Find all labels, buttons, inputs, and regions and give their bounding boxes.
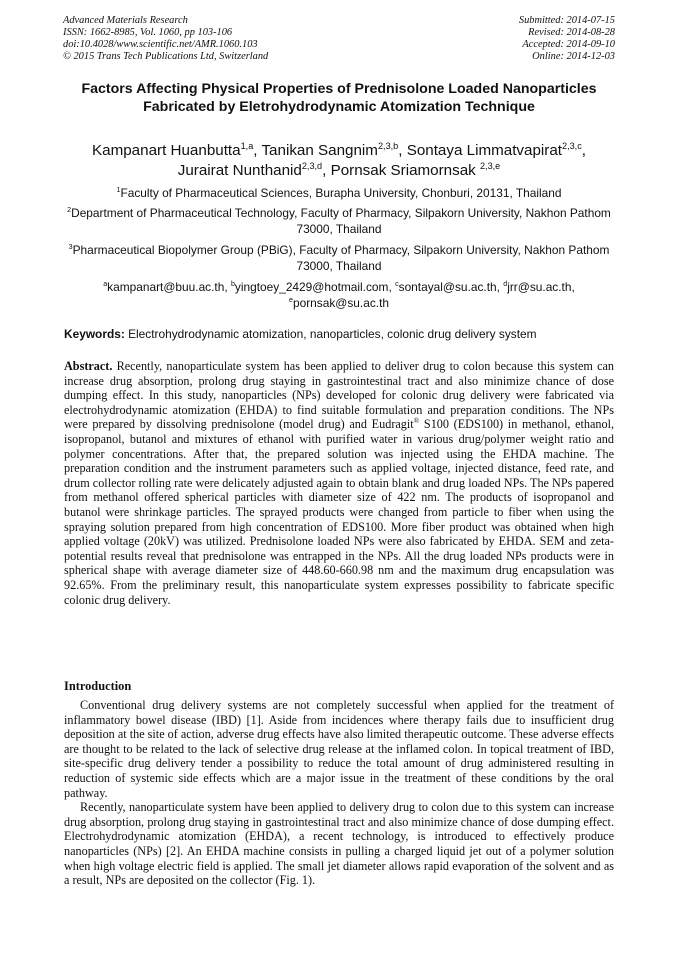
journal-info	[63, 15, 268, 63]
author: Jurairat Nunthanid$^{2,3,d}$,	[177, 160, 331, 179]
keywords	[64, 327, 614, 342]
email: jrr@su.ac.th,	[507, 280, 575, 294]
author-emails: $^a$kampanart@buu.ac.th, $^b$yingtoey_2429@hotmail.com, $^c$sontayal@su.ac.th, $^d$jrr@su.ac.th, $^e$pornsak@su.ac.th	[103, 280, 575, 310]
date-accepted: Accepted: 2014-09-10	[522, 39, 615, 50]
author-affiliation-mark: 2,3,e	[479, 160, 501, 171]
paper-title: Factors Affecting Physical Properties of Prednisolone Loaded Nanoparticles Fabricated by Eletrohydrodynamic Atomization Technique	[81, 81, 597, 115]
section-heading-introduction: Introduction	[64, 679, 132, 693]
publication-dates	[519, 15, 615, 63]
journal-copyright: © 2015 Trans Tech Publications Ltd, Switzerland	[63, 51, 269, 62]
email: pornsak@su.ac.th	[292, 296, 389, 310]
paragraph: Conventional drug delivery systems are not completely successful when applied for the treatment of inflammatory bowel disease (IBD) [1]. Aside from incidences where therapy fails due to insufficient drug deposition at the site of action, adverse drug effects have also limited therapeutic outcome. These adverse effects are thought to be related to the lack of selective drug release at the inflamed colon. In topical treatment of IBD, site-specific drug delivery tender a possibility to reduce the total amount of drug administered resulting in reduction of systemic side effects which are a major issue in the treatment of these conditions by the oral pathway.	[64, 698, 614, 800]
affiliation: $^2$Department of Pharmaceutical Technology, Faculty of Pharmacy, Silpakorn University, Nakhon Pathom 73000, Thailand	[67, 206, 611, 236]
paragraph: Recently, nanoparticulate system have been applied to delivery drug to colon due to this system can increase drug absorption, prolong drug staying in gastrointestinal tract and also minimize chance of dose dumping effect. Electrohydrodynamic atomization (EHDA), a recent technology, is introduced to effectively produce nanoparticles (NPs) [2]. An EHDA machine consists in pulling a charged liquid jet out of a polymer solution when high voltage electric field is applied. The small jet diameter allows rapid evaporation of the solvent and as a result, NPs are deposited on the collector (Fig. 1).	[64, 800, 614, 888]
email: sontayal@su.ac.th,	[398, 280, 504, 294]
date-submitted: Submitted: 2014-07-15	[518, 15, 615, 26]
journal-doi: doi:10.4028/www.scientific.net/AMR.1060.103	[63, 39, 258, 50]
affiliation: $^3$Pharmaceutical Biopolymer Group (PBiG), Faculty of Pharmacy, Silpakorn University, Nakhon Pathom 73000, Thailand	[68, 243, 610, 273]
affiliation: $^1$Faculty of Pharmaceutical Sciences, Burapha University, Chonburi, 20131, Thailand	[116, 186, 562, 200]
email: yingtoey_2429@hotmail.com,	[234, 280, 396, 294]
author-affiliation-mark: 2,3,b	[377, 140, 399, 151]
date-revised: Revised: 2014-08-28	[528, 27, 615, 38]
author	[331, 162, 501, 179]
keywords-label: Keywords:	[64, 327, 125, 341]
author: Tanikan Sangnim$^{2,3,b}$,	[261, 140, 407, 159]
author-name: Sontaya Limmatvapirat	[406, 142, 563, 159]
author-list	[56, 141, 622, 181]
abstract: Abstract. Recently, nanoparticulate system has been applied to deliver drug to colon because this system can increase drug absorption, prolong drug staying in gastrointestinal tract and also minimize chance of dose dumping effect. In this study, nanoparticles (NPs) developed for colonic drug delivery were fabricated via electrohydrodynamic atomization (EHDA) to find suitable formulation and preparation conditions. The NPs were prepared by dissolving prednisolone (model drug) and Eudragit® S100 (EDS100) in methanol, ethanol, isopropanol, butanol and mixtures of ethanol with purified water in various drug/polymer weight ratio and polymer concentrations. After that, the prepared solution was injected using the EHDA machine. The preparation condition and the instrument parameters such as applied voltage, injected distance, feed rate, and drum collector rolling rate were delicately adjusted again to obtain blank and drug loaded NPs. The NPs papered from methanol offered spherical particles with diameter size of 422 nm. The products of isopropanol and butanol were shrinkage particles. The sprayed products were changed from particle to fiber when using the spraying solution prepared from high concentration of EDS100. More fiber product was obtained when high applied voltage (20kV) was utilized. Prednisolone loaded NPs were also fabricated by EHDA. SEM and zeta-potential results reveal that prednisolone was entrapped in the NPs. All the drug loaded NPs products were in spherical shape with average diameter size of 448.60-660.98 nm and the maximum drug encapsulation was 92.65%. From the preliminary result, this nanoparticulate system expresses possibility to fabricate specific colonic drug delivery.	[64, 359, 615, 607]
author-affiliation-mark: 1,a	[240, 140, 254, 151]
author-affiliation-mark: 2,3,d	[301, 160, 323, 171]
abstract-label: Abstract.	[64, 359, 113, 373]
journal-name: Advanced Materials Research	[63, 15, 188, 26]
keywords-text: Electrohydrodynamic atomization, nanoparticles, colonic drug delivery system	[124, 327, 537, 341]
author-name: Pornsak Sriamornsak	[330, 162, 480, 179]
email: kampanart@buu.ac.th,	[107, 280, 231, 294]
introduction-body	[64, 698, 614, 888]
author-affiliation-mark: 2,3,c	[562, 140, 582, 151]
journal-issn: ISSN: 1662-8985, Vol. 1060, pp 103-106	[63, 27, 233, 38]
author: Kampanart Huanbutta$^{1,a}$,	[92, 140, 262, 159]
date-online: Online: 2014-12-03	[532, 51, 615, 62]
author: Sontaya Limmatvapirat$^{2,3,c}$,	[406, 140, 586, 159]
author-name: Jurairat Nunthanid	[177, 162, 302, 179]
author-name: Tanikan Sangnim	[261, 142, 378, 159]
author-name: Kampanart Huanbutta	[92, 142, 241, 159]
